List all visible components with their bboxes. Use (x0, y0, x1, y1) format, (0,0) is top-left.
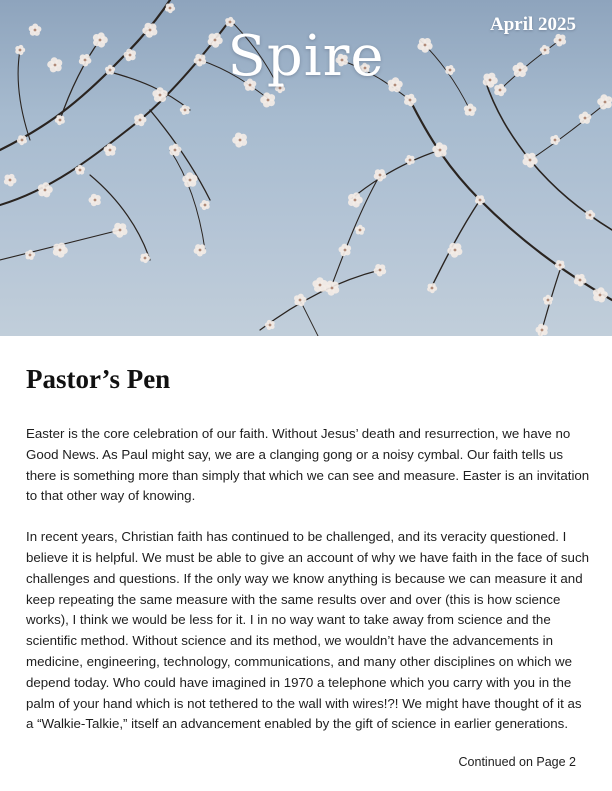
blossom (17, 135, 27, 145)
blossom (75, 165, 85, 175)
blossom (294, 294, 307, 307)
blossom (404, 94, 417, 107)
blossom (165, 3, 175, 13)
blossom (152, 87, 167, 102)
blossom (200, 200, 210, 210)
article-paragraph-2: In recent years, Christian faith has continued to be challenged, and its veracity questioned. I believe it is helpful. We must be able to give an account of why we have faith in the face of such challenges and questions. If the only way we know anything is because we can measure it and keep repeating the same measure with the same results over and over (this is how science works), I think we would be less for it. I in no way want to take away from science and the scientific method. Without science and its method, we wouldn’t have the advancements in medicine, engineering, technology, communications, and many other disciplines on which we depend today. Who could have imagined in 1970 a telephone which you carry with you in the palm of your hand which is not tethered to the wall with wires!?! We might have thought of it as a “Walkie-Talkie,” itself an advancement enabled by the gift of science in earlier generations. (26, 529, 589, 732)
article-paragraph-1: Easter is the core celebration of our faith. Without Jesus’ death and resurrection, we have no Good News. As Paul might say, we are a clanging gong or a noisy cymbal. Our faith tells us there is something more than simply that which we can see and measure. Easter is an invitation to that other way of knowing. (26, 426, 590, 504)
blossom (53, 243, 68, 258)
blossom (579, 112, 592, 124)
blossom (374, 264, 387, 277)
header-banner (0, 0, 612, 336)
blossom (4, 174, 17, 187)
article-title: Pastor’s Pen (26, 364, 171, 394)
blossom (593, 287, 608, 302)
blossom (447, 243, 462, 258)
blossom (180, 105, 190, 115)
blossom (169, 144, 182, 157)
blossom (194, 244, 207, 256)
blossom (104, 144, 117, 157)
blossom (355, 225, 365, 235)
blossom (348, 192, 363, 207)
pastors-pen-article (26, 364, 592, 755)
blossom (112, 223, 127, 238)
blossom (550, 135, 560, 145)
blossom (536, 324, 548, 336)
issue-date: April 2025 (489, 14, 576, 35)
blossom (89, 194, 101, 207)
blossom (427, 283, 437, 293)
blossom (265, 320, 275, 330)
blossom (312, 277, 327, 292)
blossom (374, 169, 387, 181)
blossom (182, 172, 197, 187)
blossom (597, 94, 612, 109)
blossom (464, 104, 477, 117)
blossom (339, 244, 352, 257)
blossom (232, 133, 247, 148)
continued-note: Continued on Page 2 (458, 755, 576, 769)
newsletter-masthead: Spire (227, 24, 385, 89)
